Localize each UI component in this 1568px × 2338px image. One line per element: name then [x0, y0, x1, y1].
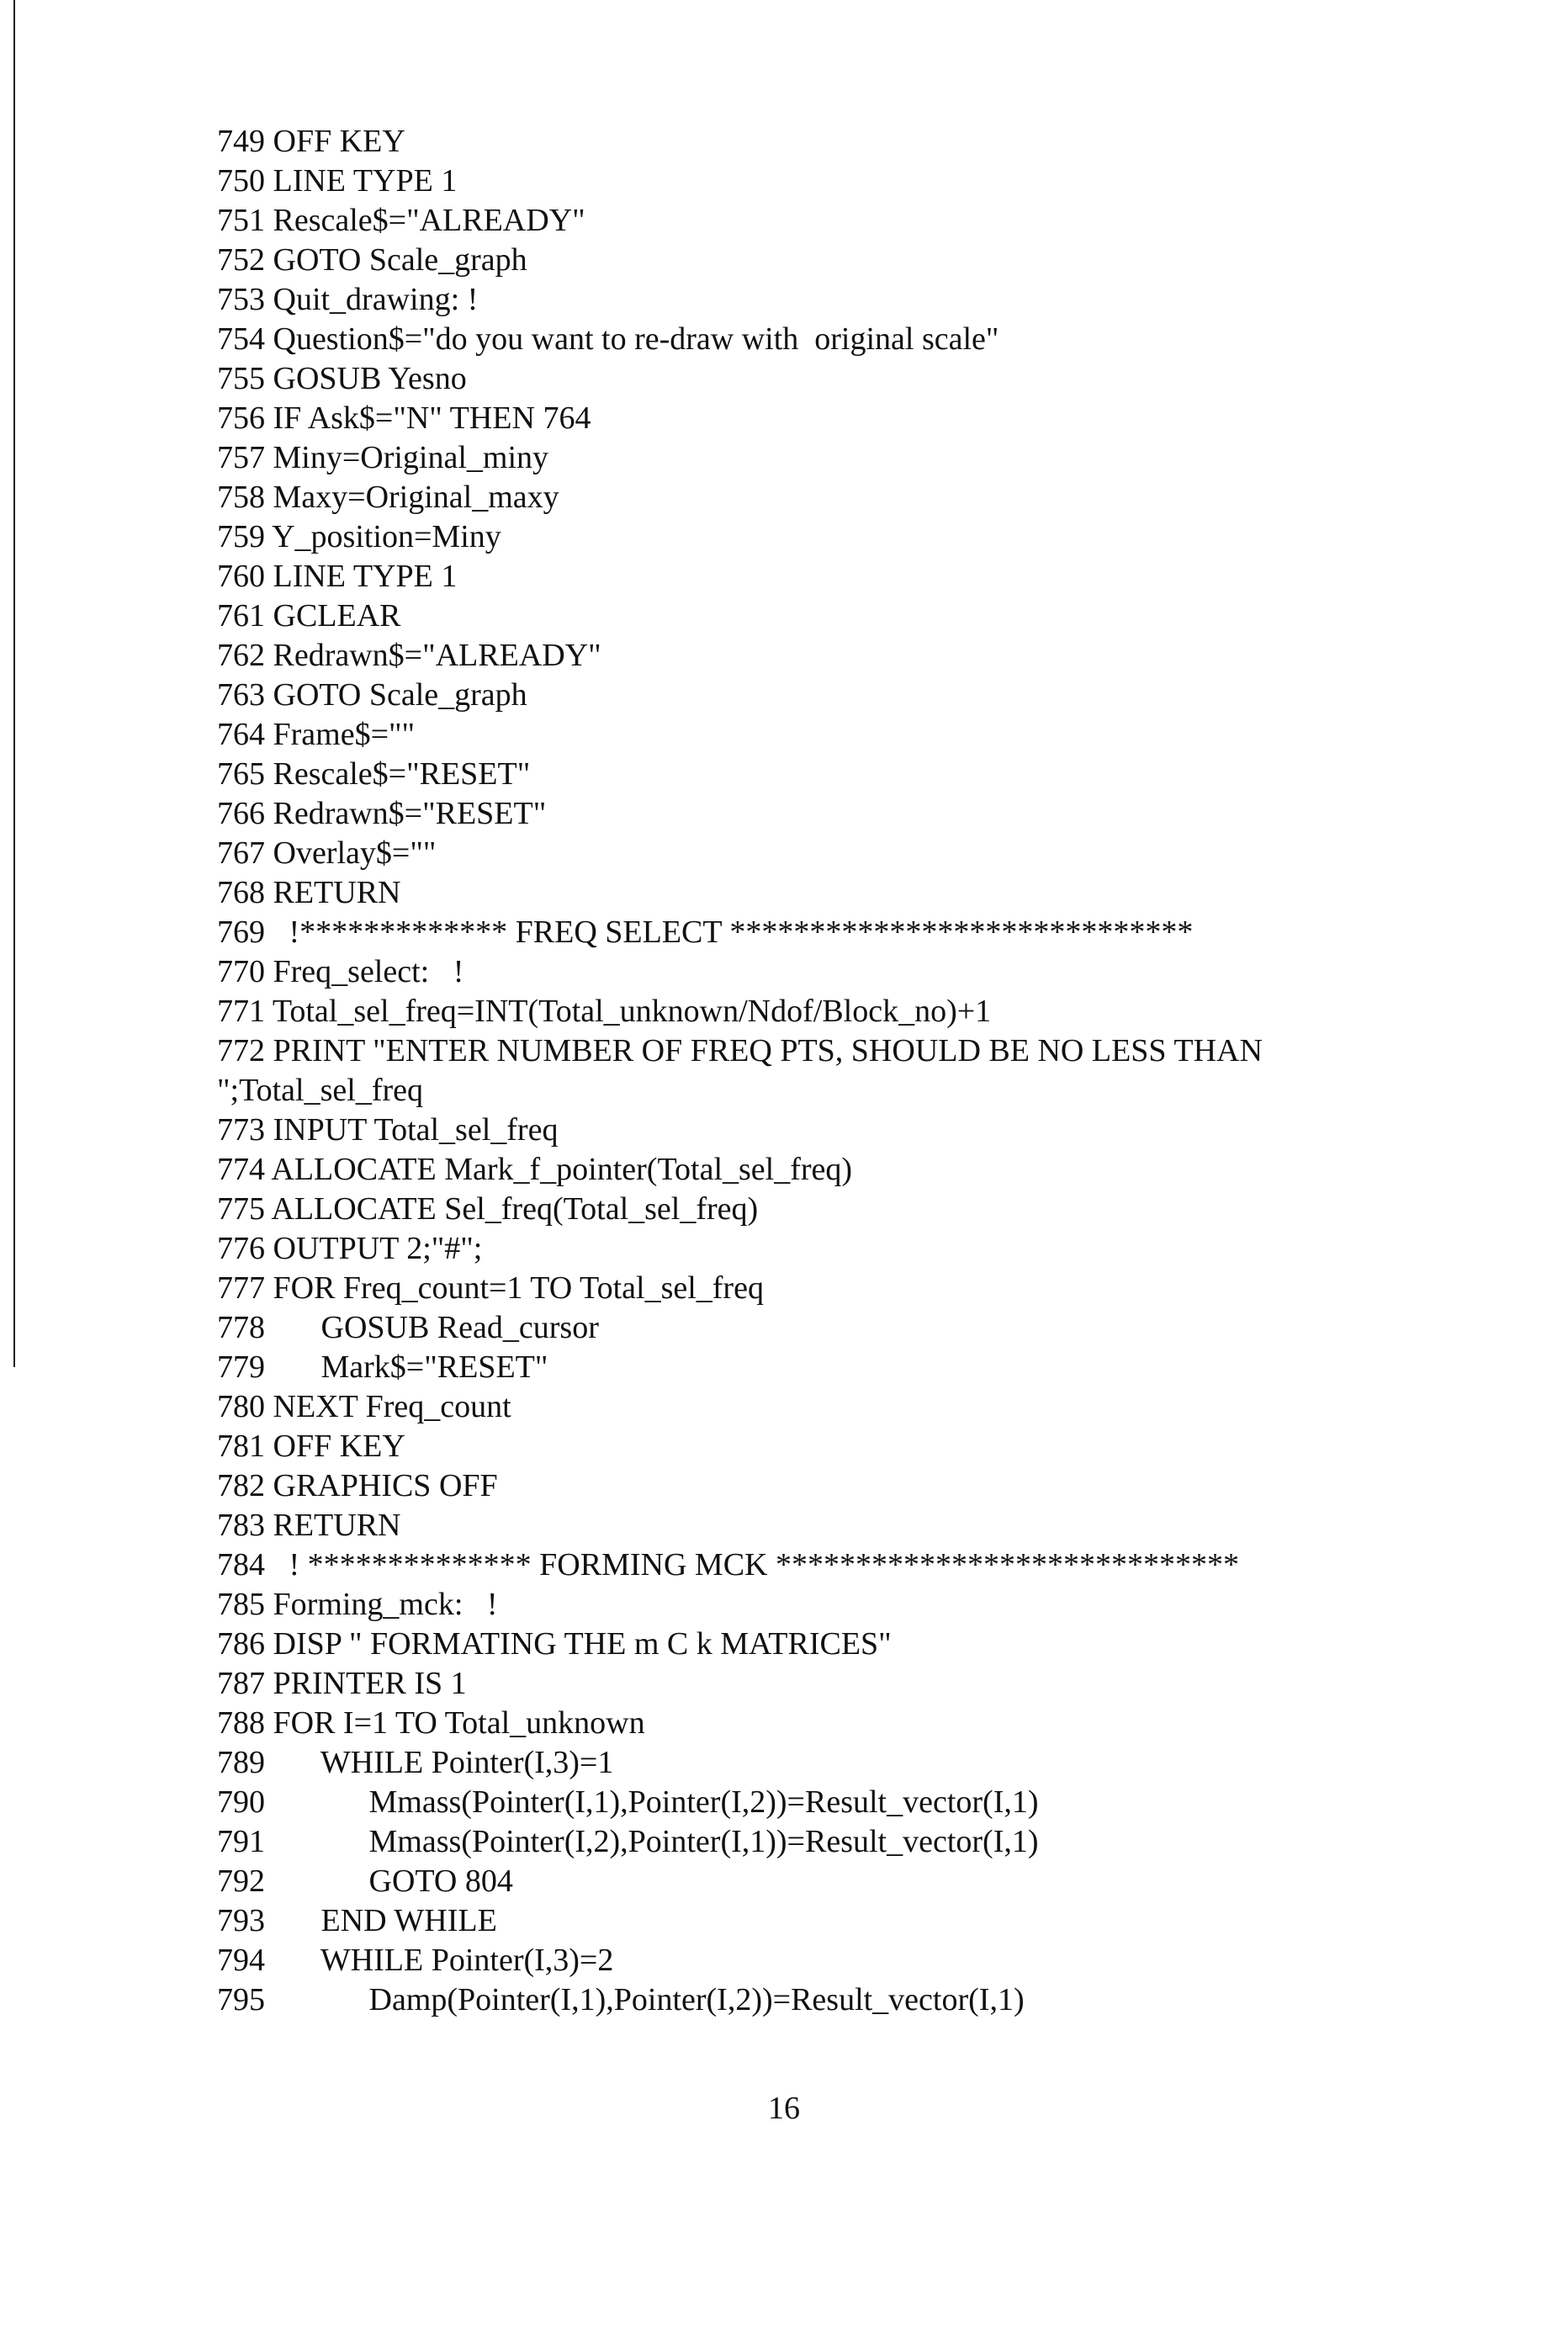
- code-line-755: 755 GOSUB Yesno: [217, 361, 467, 396]
- code-line-773: 773 INPUT Total_sel_freq: [217, 1112, 559, 1148]
- code-line-787: 787 PRINTER IS 1: [217, 1666, 467, 1701]
- code-line-775: 775 ALLOCATE Sel_freq(Total_sel_freq): [217, 1191, 759, 1227]
- code-line-794: 794 WHILE Pointer(I,3)=2: [217, 1943, 614, 1978]
- code-line-768: 768 RETURN: [217, 875, 401, 910]
- code-line-763: 763 GOTO Scale_graph: [217, 677, 527, 713]
- code-line-770: 770 Freq_select: !: [217, 954, 464, 989]
- code-line-759: 759 Y_position=Miny: [217, 519, 501, 554]
- code-line-779: 779 Mark$="RESET": [217, 1349, 548, 1385]
- code-line-771: 771 Total_sel_freq=INT(Total_unknown/Ndof/Block_no)+1: [217, 994, 992, 1029]
- code-line-749: 749 OFF KEY: [217, 124, 405, 159]
- code-line-751: 751 Rescale$="ALREADY": [217, 203, 585, 238]
- code-line-783: 783 RETURN: [217, 1508, 401, 1543]
- code-line-772: 772 PRINT "ENTER NUMBER OF FREQ PTS, SHOULD BE NO LESS THAN: [217, 1033, 1263, 1068]
- code-line-753: 753 Quit_drawing: !: [217, 282, 479, 317]
- code-line-760: 760 LINE TYPE 1: [217, 559, 458, 594]
- code-line-752: 752 GOTO Scale_graph: [217, 242, 527, 278]
- code-line-765: 765 Rescale$="RESET": [217, 756, 531, 792]
- code-line-778: 778 GOSUB Read_cursor: [217, 1310, 599, 1345]
- code-line-780: 780 NEXT Freq_count: [217, 1389, 511, 1424]
- code-line-776: 776 OUTPUT 2;"#";: [217, 1231, 483, 1266]
- code-line-777: 777 FOR Freq_count=1 TO Total_sel_freq: [217, 1270, 764, 1306]
- code-line-786: 786 DISP " FORMATING THE m C k MATRICES": [217, 1626, 892, 1662]
- code-listing: [217, 122, 1412, 2020]
- code-line-766: 766 Redrawn$="RESET": [217, 796, 547, 831]
- code-line-754: 754 Question$="do you want to re-draw with original scale": [217, 321, 999, 357]
- page-number: 16: [768, 2091, 800, 2126]
- code-line-756: 756 IF Ask$="N" THEN 764: [217, 400, 591, 436]
- code-line-791: 791 Mmass(Pointer(I,2),Pointer(I,1))=Result_vector(I,1): [217, 1824, 1039, 1859]
- code-line-761: 761 GCLEAR: [217, 598, 401, 634]
- code-line-792: 792 GOTO 804: [217, 1864, 513, 1899]
- left-margin-rule: [13, 0, 15, 1367]
- code-line-788: 788 FOR I=1 TO Total_unknown: [217, 1705, 645, 1741]
- code-line-785: 785 Forming_mck: !: [217, 1587, 498, 1622]
- code-line-757: 757 Miny=Original_miny: [217, 440, 549, 475]
- code-line-784: 784 ! ************** FORMING MCK *****************************: [217, 1547, 1239, 1583]
- code-line-793: 793 END WHILE: [217, 1903, 497, 1938]
- code-line-758: 758 Maxy=Original_maxy: [217, 480, 559, 515]
- code-line-790: 790 Mmass(Pointer(I,1),Pointer(I,2))=Result_vector(I,1): [217, 1784, 1039, 1820]
- code-line-772-continued: ";Total_sel_freq: [217, 1073, 423, 1108]
- code-line-782: 782 GRAPHICS OFF: [217, 1468, 498, 1503]
- code-line-781: 781 OFF KEY: [217, 1429, 405, 1464]
- code-line-789: 789 WHILE Pointer(I,3)=1: [217, 1745, 614, 1780]
- code-line-764: 764 Frame$="": [217, 717, 416, 752]
- code-line-767: 767 Overlay$="": [217, 835, 437, 871]
- code-line-750: 750 LINE TYPE 1: [217, 163, 458, 199]
- code-line-769: 769 !************* FREQ SELECT *****************************: [217, 915, 1194, 950]
- code-line-795: 795 Damp(Pointer(I,1),Pointer(I,2))=Result_vector(I,1): [217, 1982, 1025, 2017]
- code-line-774: 774 ALLOCATE Mark_f_pointer(Total_sel_freq): [217, 1152, 853, 1187]
- code-line-762: 762 Redrawn$="ALREADY": [217, 638, 601, 673]
